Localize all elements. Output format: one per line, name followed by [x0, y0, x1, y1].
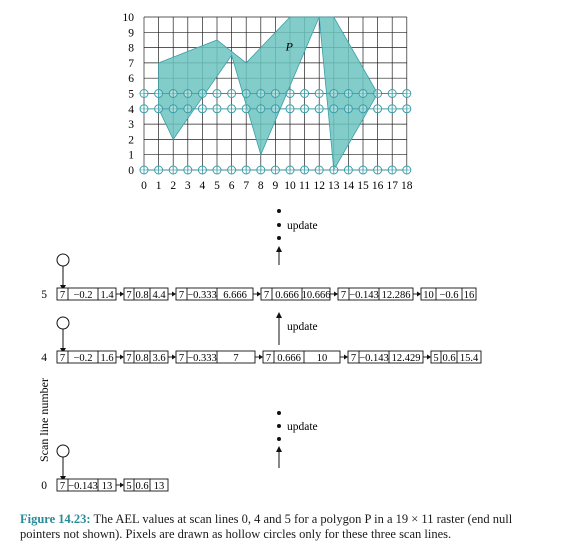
ael-node-value: 1.4: [100, 290, 114, 301]
ael-node-value: 0.8: [135, 290, 149, 301]
caption-text: The AEL values at scan lines 0, 4 and 5 for a polygon P in a 19 × 11 raster (end null pointers not shown). Pixels are drawn as hollow circles only for these three scan lines.: [20, 512, 513, 541]
ael-link-arrowhead: [334, 292, 338, 297]
x-tick-label: 18: [401, 180, 413, 192]
ael-node-value: −0.333: [187, 353, 217, 364]
ael-node-value: −0.143: [359, 353, 389, 364]
ael-node-value: 12.286: [381, 290, 411, 301]
x-tick-label: 12: [313, 180, 325, 192]
ael-node-value: 7: [350, 353, 357, 364]
x-tick-label: 10: [284, 180, 296, 192]
ael-node-value: 15.4: [459, 353, 479, 364]
ael-link-arrowhead: [344, 355, 348, 360]
y-tick-label: 9: [128, 27, 134, 40]
ael-link-arrowhead: [172, 355, 176, 360]
y-tick-label: 10: [122, 12, 134, 24]
head-pointer-circle: [57, 254, 69, 266]
ael-node-value: 7: [265, 353, 272, 364]
ael-node-value: 7: [263, 290, 270, 301]
ael-link-arrowhead: [120, 355, 124, 360]
up-arrow-head: [276, 246, 282, 252]
y-tick-label: 5: [128, 88, 134, 101]
up-arrow-head: [276, 446, 282, 452]
ael-node-value: −0.143: [349, 290, 379, 301]
x-tick-label: 11: [299, 180, 311, 192]
ael-link-arrowhead: [259, 355, 263, 360]
caption-label: Figure 14.23:: [20, 512, 91, 526]
ael-node-value: 5: [433, 353, 439, 364]
y-tick-label: 3: [128, 119, 134, 132]
ael-node-value: 7: [178, 353, 185, 364]
ael-node-value: 12.429: [391, 353, 421, 364]
ael-link-arrowhead: [120, 483, 124, 488]
x-tick-label: 5: [214, 180, 220, 192]
y-tick-label: 6: [128, 73, 134, 86]
update-markers: [276, 209, 318, 468]
x-tick-label: 1: [155, 180, 162, 192]
ael-node-value: −0.333: [187, 290, 217, 301]
x-tick-label: 9: [272, 180, 279, 192]
ael-link-arrowhead: [427, 355, 431, 360]
head-pointer-circle: [57, 317, 69, 329]
x-tick-label: 7: [243, 180, 250, 192]
scan-line-number: 4: [41, 352, 47, 364]
ael-node-value: 13: [153, 481, 165, 492]
ael-node-value: 10.666: [301, 290, 331, 301]
up-arrow-head: [276, 312, 282, 318]
ael-node-value: 7: [178, 290, 185, 301]
update-label: update: [287, 220, 318, 232]
y-tick-label: 4: [128, 103, 134, 116]
x-tick-label: 15: [357, 180, 369, 192]
y-tick-label: 1: [128, 149, 134, 162]
x-tick-label: 3: [184, 180, 191, 192]
ael-link-arrowhead: [120, 292, 124, 297]
ael-node-value: 4.4: [152, 290, 166, 301]
update-label: update: [287, 321, 318, 333]
x-tick-label: 17: [386, 180, 398, 192]
ellipsis-dot: [277, 411, 281, 415]
ellipsis-dot: [277, 236, 281, 240]
ellipsis-dot: [277, 424, 281, 428]
ael-node-value: 7: [59, 353, 66, 364]
x-tick-label: 16: [371, 180, 384, 192]
ael-node-value: 1.6: [100, 353, 114, 364]
ael-node-value: 0.6: [135, 481, 149, 492]
ael-node-value: 0.666: [275, 290, 299, 301]
ellipsis-dot: [277, 223, 281, 227]
ael-node-value: 0.8: [135, 353, 149, 364]
ael-node-value: 7: [59, 481, 66, 492]
y-tick-label: 8: [128, 42, 134, 55]
x-tick-label: 6: [228, 180, 235, 192]
x-tick-label: 0: [141, 180, 147, 192]
figure-caption: [20, 512, 550, 542]
ael-link-arrowhead: [257, 292, 261, 297]
ael-node-value: 13: [101, 481, 113, 492]
ael-node-value: 0.6: [442, 353, 456, 364]
ael-node-value: 7: [340, 290, 347, 301]
x-tick-label: 2: [170, 180, 177, 192]
ellipsis-dot: [277, 437, 281, 441]
ael-node-value: −0.6: [439, 290, 459, 301]
y-tick-label: 7: [128, 57, 134, 70]
ael-node-value: 7: [126, 353, 132, 364]
x-tick-label: 14: [342, 180, 355, 192]
ael-node-value: 3.6: [152, 353, 166, 364]
ael-node-value: 0.666: [277, 353, 301, 364]
ael-node-value: 6.666: [223, 290, 247, 301]
y-axis-label: Scan line number: [37, 378, 51, 462]
scan-line-number: 5: [41, 289, 47, 301]
ael-node-value: −0.2: [73, 353, 93, 364]
polygon-label: P: [285, 39, 293, 54]
ael-node-value: 10: [423, 290, 434, 301]
x-tick-label: 8: [257, 180, 264, 192]
ael-node-value: −0.143: [68, 481, 98, 492]
x-tick-label: 4: [199, 180, 206, 192]
ael-node-value: 7: [126, 290, 132, 301]
ael-node-box: [263, 351, 340, 363]
ael-node-value: 5: [126, 481, 132, 492]
ael-node-value: 10: [316, 353, 328, 364]
ael-node-value: 7: [233, 353, 239, 364]
y-tick-label: 0: [128, 165, 134, 177]
head-pointer-circle: [57, 445, 69, 457]
ael-node-value: −0.2: [73, 290, 93, 301]
update-label: update: [287, 421, 318, 433]
ellipsis-dot: [277, 209, 281, 213]
ael-link-arrowhead: [417, 292, 421, 297]
ael-node-value: 16: [463, 290, 475, 301]
y-tick-label: 2: [128, 134, 134, 147]
x-tick-label: 13: [328, 180, 340, 192]
scan-line-number: 0: [41, 480, 47, 492]
ael-node-value: 7: [59, 290, 66, 301]
ael-link-arrowhead: [172, 292, 176, 297]
ael-lists: [41, 254, 481, 492]
